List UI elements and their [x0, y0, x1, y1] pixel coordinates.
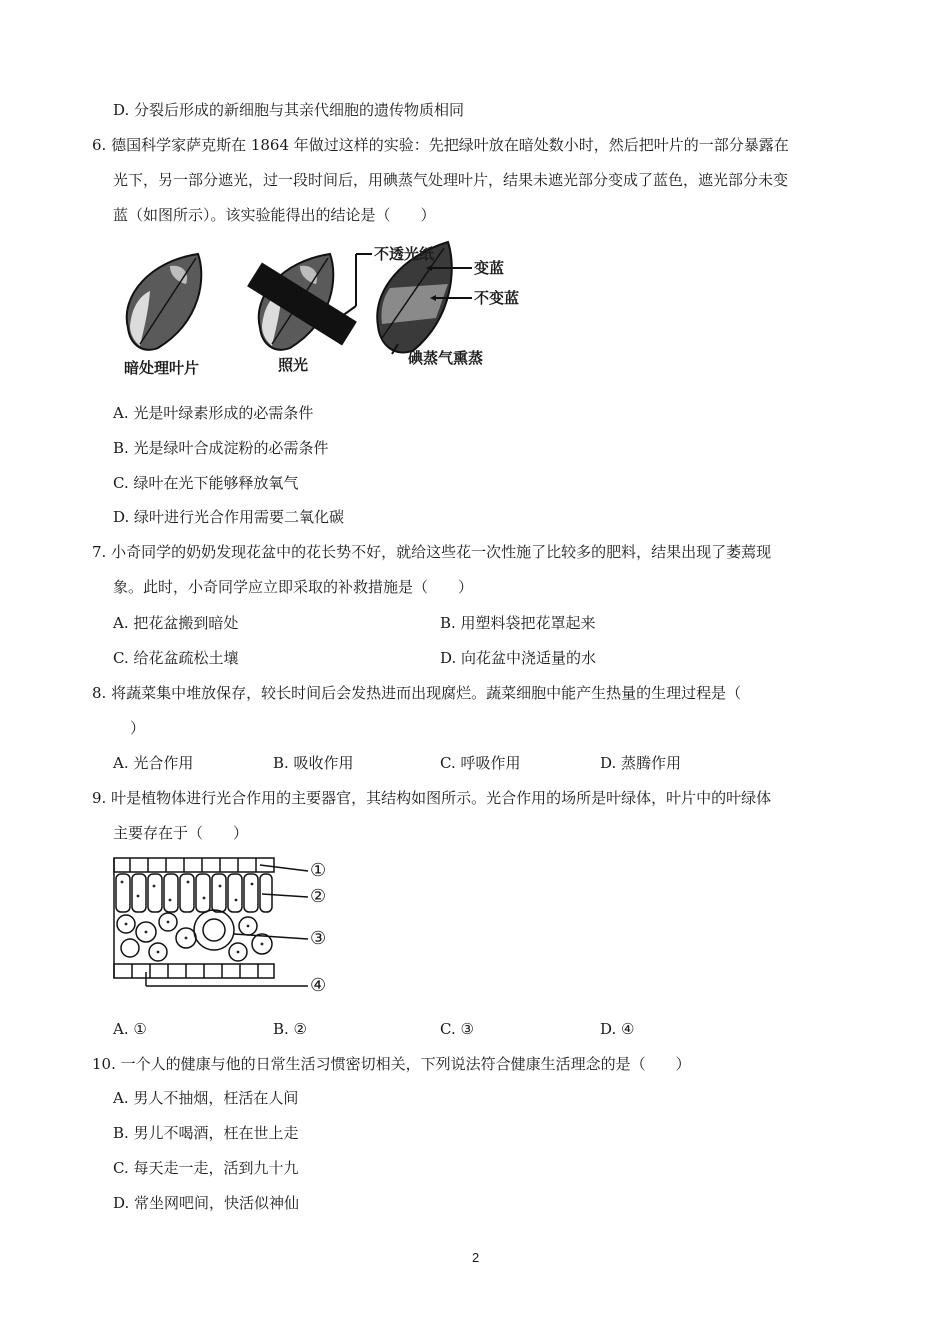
- marker-1: ①: [310, 860, 327, 881]
- q6-leaf-experiment-figure: [110, 236, 570, 382]
- q7-stem-line2: 象。此时，小奇同学应立即采取的补救措施是（ ）: [113, 578, 474, 596]
- q8-stem-line2: ）: [130, 719, 146, 737]
- q9-stem-line2: 主要存在于（ ）: [113, 824, 249, 842]
- q6-stem-line3: 蓝（如图所示）。该实验能得出的结论是（ ）: [113, 206, 436, 224]
- label-iodine-fumigation: 碘蒸气熏蒸: [408, 349, 484, 367]
- q6-option-a: A. 光是叶绿素形成的必需条件: [113, 404, 314, 422]
- q9-stem-line1: 9. 叶是植物体进行光合作用的主要器官，其结构如图所示。光合作用的场所是叶绿体，叶片中的叶绿体: [92, 789, 772, 807]
- marker-4: ④: [310, 975, 327, 996]
- q7-option-c: C. 给花盆疏松土壤: [113, 649, 239, 667]
- label-not-blue: 不变蓝: [474, 289, 520, 307]
- q9-option-a: A. ①: [113, 1020, 147, 1038]
- q6-stem-line2: 光下，另一部分遮光，过一段时间后，用碘蒸气处理叶片，结果未遮光部分变成了蓝色，遮光部分未变: [113, 171, 789, 189]
- q10-option-d: D. 常坐网吧间，快活似神仙: [113, 1194, 300, 1212]
- q9-option-d: D. ④: [600, 1020, 635, 1038]
- dark-treated-leaf: [127, 254, 202, 350]
- label-light-exposure: 照光: [278, 356, 309, 374]
- q5-option-d: D. 分裂后形成的新细胞与其亲代细胞的遗传物质相同: [113, 101, 465, 119]
- label-turns-blue: 变蓝: [474, 259, 505, 277]
- marker-2: ②: [310, 886, 327, 907]
- q9-option-b: B. ②: [273, 1020, 308, 1038]
- label-opaque-paper: 不透光纸: [374, 245, 435, 263]
- q8-option-b: B. 吸收作用: [273, 754, 354, 772]
- label-dark-treated-leaf: 暗处理叶片: [124, 359, 200, 377]
- q8-option-c: C. 呼吸作用: [440, 754, 521, 772]
- q9-option-c: C. ③: [440, 1020, 474, 1038]
- q6-option-c: C. 绿叶在光下能够释放氧气: [113, 474, 299, 492]
- light-exposed-leaf: [247, 254, 372, 350]
- q7-option-a: A. 把花盆搬到暗处: [113, 614, 239, 632]
- q8-stem-line1: 8. 将蔬菜集中堆放保存，较长时间后会发热进而出现腐烂。蔬菜细胞中能产生热量的生理过程是（: [92, 684, 742, 702]
- q10-option-b: B. 男儿不喝酒，枉在世上走: [113, 1124, 299, 1142]
- q6-stem-line1: 6. 德国科学家萨克斯在 1864 年做过这样的实验：先把绿叶放在暗处数小时，然后把叶片的一部分暴露在: [92, 136, 789, 154]
- q6-option-b: B. 光是绿叶合成淀粉的必需条件: [113, 439, 329, 457]
- page-number: 2: [472, 1250, 480, 1265]
- q7-option-b: B. 用塑料袋把花罩起来: [440, 614, 596, 632]
- q8-option-a: A. 光合作用: [113, 754, 194, 772]
- q7-stem-line1: 7. 小奇同学的奶奶发现花盆中的花长势不好，就给这些花一次性施了比较多的肥料，结果出现了萎蔫现: [92, 543, 772, 561]
- q6-option-d: D. 绿叶进行光合作用需要二氧化碳: [113, 508, 345, 526]
- q9-leaf-cross-section-figure: [110, 852, 350, 1000]
- q10-stem-line1: 10. 一个人的健康与他的日常生活习惯密切相关，下列说法符合健康生活理念的是（ ）: [92, 1055, 691, 1073]
- q8-option-d: D. 蒸腾作用: [600, 754, 682, 772]
- marker-3: ③: [310, 928, 327, 949]
- q10-option-c: C. 每天走一走，活到九十九: [113, 1159, 299, 1177]
- q7-option-d: D. 向花盆中浇适量的水: [440, 649, 597, 667]
- q10-option-a: A. 男人不抽烟，枉活在人间: [113, 1089, 299, 1107]
